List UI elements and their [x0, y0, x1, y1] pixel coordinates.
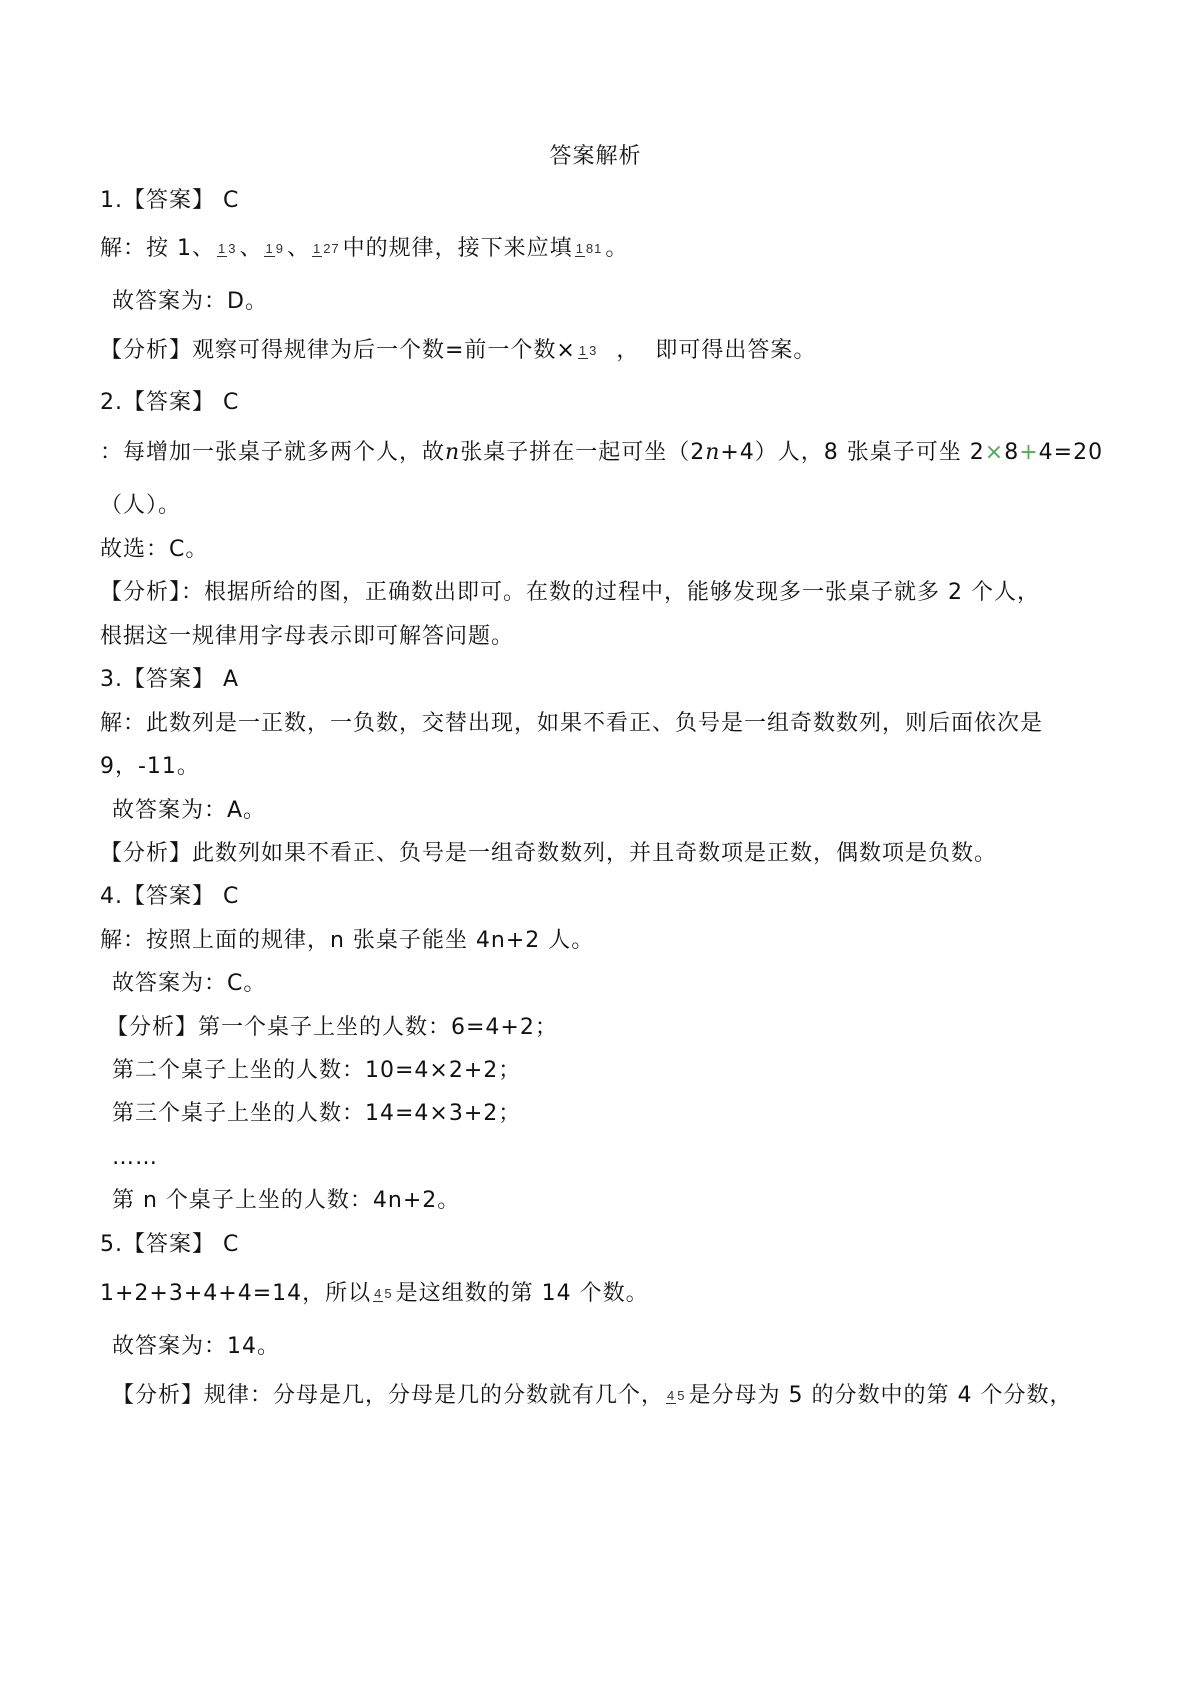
fraction: 1 3: [218, 240, 237, 256]
q4-analysis-line: 第三个桌子上坐的人数：14=4×3+2；: [112, 1101, 522, 1126]
q4-analysis-line: ……: [112, 1145, 158, 1170]
q2-analysis: 【分析】：根据所给的图，正确数出即可。在数的过程中，能够发现多一张桌子就多 2 个人，: [100, 580, 1040, 605]
q1-solution: 解：按 1、 1 3 、 1 9 、 1 27 中的规律，接下来应填 1 81 。: [100, 236, 629, 261]
q1-analysis: 【分析】观察可得规律为后一个数=前一个数× 1 3 ， 即可得出答案。: [100, 338, 817, 363]
q4-conclusion: 故答案为：C。: [112, 971, 267, 996]
fraction: 1 81: [575, 240, 603, 256]
page-title: 答案解析: [549, 144, 642, 169]
q5-answer: 5.【答案】 C: [100, 1232, 240, 1257]
q1-conclusion: 故答案为：D。: [112, 289, 268, 314]
q3-conclusion: 故答案为：A。: [112, 798, 267, 823]
q4-analysis: 【分析】第一个桌子上坐的人数：6=4+2；: [106, 1015, 558, 1040]
q3-analysis: 【分析】此数列如果不看正、负号是一组奇数数列，并且奇数项是正数，偶数项是负数。: [100, 841, 998, 866]
q2-answer: 2.【答案】 C: [100, 390, 240, 415]
q5-conclusion: 故答案为：14。: [112, 1334, 280, 1359]
fraction: 1 9: [265, 240, 284, 256]
q5-analysis: 【分析】规律：分母是几，分母是几的分数就有几个， 4 5 是分母为 5 的分数中的第 4 个分数，: [112, 1383, 1073, 1408]
q2-conclusion: 故选：C。: [100, 537, 209, 562]
q2-analysis-cont: 根据这一规律用字母表示即可解答问题。: [100, 624, 515, 649]
q4-answer: 4.【答案】 C: [100, 884, 240, 909]
q1-answer: 1.【答案】 C: [100, 188, 240, 213]
q4-analysis-line: 第 n 个桌子上坐的人数：4n+2。: [112, 1188, 461, 1213]
q2-solution-cont: （人）。: [100, 493, 182, 518]
q3-solution-cont: 9，-11。: [100, 754, 200, 779]
q3-answer: 3.【答案】 A: [100, 667, 240, 692]
fraction: 4 5: [667, 1387, 686, 1403]
q4-analysis-line: 第二个桌子上坐的人数：10=4×2+2；: [112, 1058, 522, 1083]
q3-solution: 解：此数列是一正数，一负数，交替出现，如果不看正、负号是一组奇数数列，则后面依次是: [100, 711, 1044, 736]
fraction: 4 5: [374, 1285, 393, 1301]
fraction: 1 27: [312, 240, 340, 256]
q5-solution: 1+2+3+4+4=14，所以 4 5 是这组数的第 14 个数。: [100, 1281, 649, 1306]
q2-solution: ：每增加一张桌子就多两个人，故n张桌子拼在一起可坐（2n+4）人，8 张桌子可坐 2×8+4=20: [100, 440, 1104, 465]
fraction: 1 3: [578, 342, 598, 358]
q4-solution: 解：按照上面的规律，n 张桌子能坐 4n+2 人。: [100, 928, 595, 953]
